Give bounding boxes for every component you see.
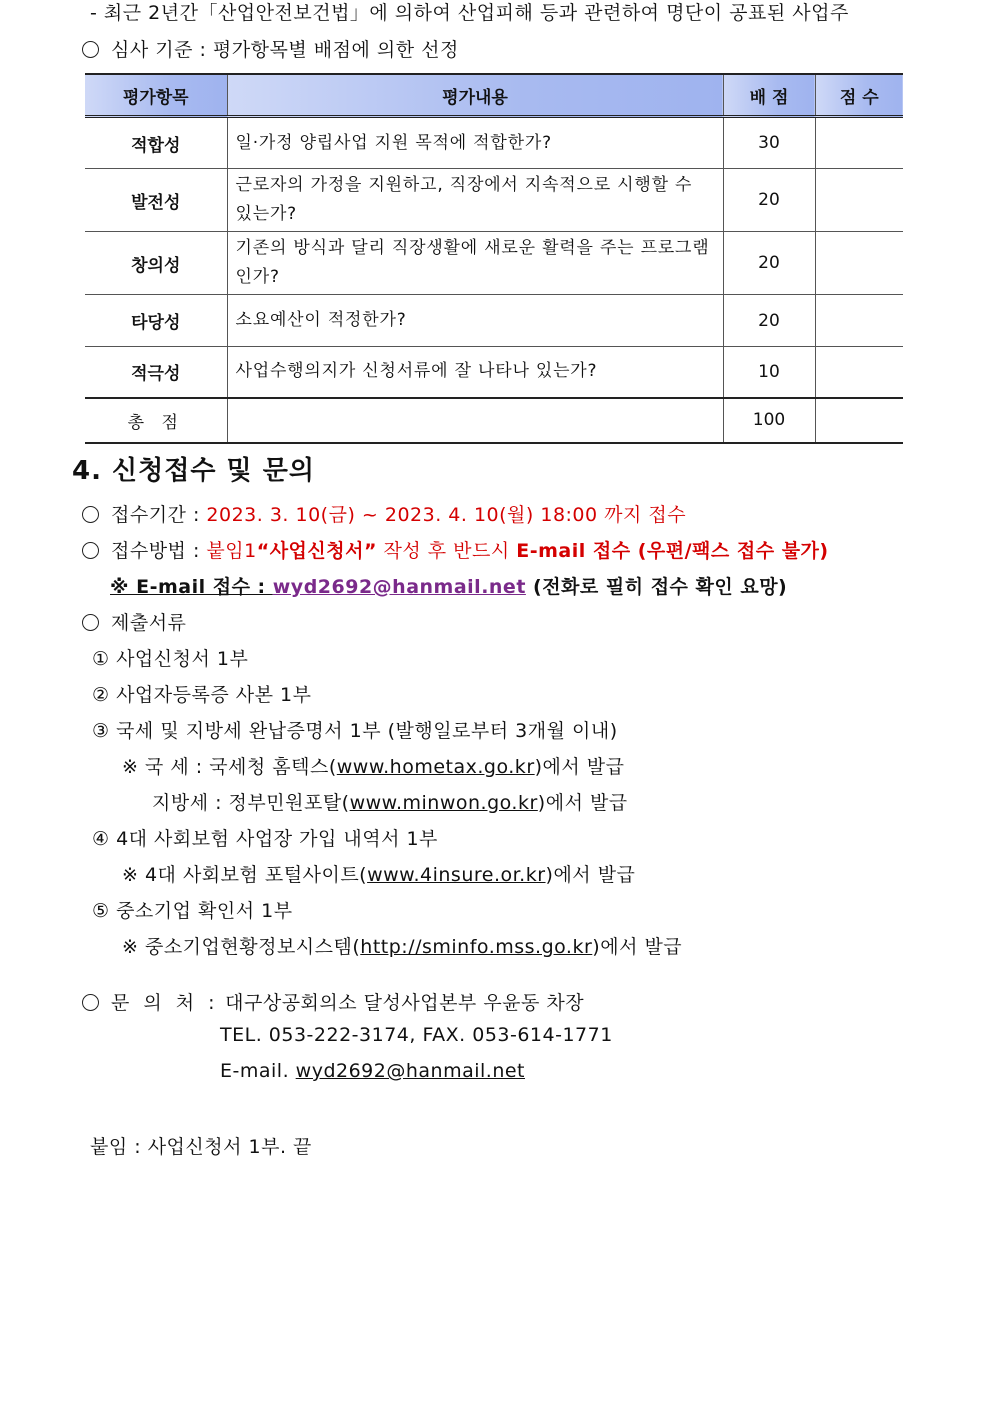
- doc5-note-pre: ※ 중소기업현황정보시스템(: [122, 936, 361, 958]
- row-points: 10: [723, 347, 815, 398]
- header-content: 평가내용: [227, 74, 723, 117]
- contact-tel: TEL. 053-222-3174, FAX. 053-614-1771: [220, 1024, 613, 1046]
- table-header-row: [85, 74, 903, 117]
- circle-bullet-icon: [82, 506, 99, 523]
- method-line: [82, 536, 829, 563]
- contact-email-line: [220, 1060, 525, 1082]
- row-item: 적극성: [85, 347, 227, 398]
- row-item: 적합성: [85, 117, 227, 169]
- circle-bullet-icon: [82, 614, 99, 631]
- contact-email-pre: E-mail.: [220, 1060, 296, 1082]
- method-pre: 붙임1: [206, 540, 257, 562]
- method-label: 접수방법 :: [111, 540, 200, 562]
- contact-line: [82, 988, 584, 1015]
- 4insure-link[interactable]: www.4insure.or.kr: [367, 864, 546, 886]
- row-content: 근로자의 가정을 지원하고, 직장에서 지속적으로 시행할 수 있는가?: [227, 169, 723, 232]
- row-item: 타당성: [85, 295, 227, 347]
- row-points: 20: [723, 295, 815, 347]
- circle-bullet-icon: [82, 542, 99, 559]
- doc4-note-pre: ※ 4대 사회보험 포털사이트(: [122, 864, 368, 886]
- docs-label: 제출서류: [111, 612, 187, 634]
- period-line: [82, 500, 686, 527]
- table-total-row: [85, 398, 903, 443]
- evaluation-table: [85, 73, 903, 444]
- circle-bullet-icon: [82, 41, 99, 58]
- row-points: 30: [723, 117, 815, 169]
- total-points: 100: [723, 398, 815, 443]
- total-content: [227, 398, 723, 443]
- doc4-note: [122, 860, 635, 887]
- contact-label: 문 의 처 :: [111, 992, 219, 1014]
- row-content: 일·가정 양립사업 지원 목적에 적합한가?: [227, 117, 723, 169]
- method-quote: “사업신청서”: [256, 540, 377, 562]
- row-score: [815, 347, 903, 398]
- doc3-note2-post: )에서 발급: [537, 792, 628, 814]
- doc3-note-1: [122, 752, 625, 779]
- hometax-link[interactable]: www.hometax.go.kr: [336, 756, 535, 778]
- email-address-link[interactable]: wyd2692@hanmail.net: [272, 576, 526, 598]
- doc5-note-post: )에서 발급: [592, 936, 683, 958]
- header-score: 점 수: [815, 74, 903, 117]
- doc-item-3: ③ 국세 및 지방세 완납증명서 1부 (발행일로부터 3개월 이내): [92, 720, 618, 742]
- email-note-suffix: (전화로 필히 접수 확인 요망): [525, 576, 788, 598]
- row-content: 기존의 방식과 달리 직장생활에 새로운 활력을 주는 프로그램인가?: [227, 232, 723, 295]
- period-label: 접수기간 :: [111, 504, 200, 526]
- doc-item-4: ④ 4대 사회보험 사업장 가입 내역서 1부: [92, 828, 438, 850]
- row-points: 20: [723, 232, 815, 295]
- doc3-note2-pre: 지방세 : 정부민원포탈(: [152, 792, 350, 814]
- criteria-text: 심사 기준 : 평가항목별 배점에 의한 선정: [111, 39, 459, 61]
- doc-item-2: ② 사업자등록증 사본 1부: [92, 684, 312, 706]
- row-item: 창의성: [85, 232, 227, 295]
- attachment-line: 붙임 : 사업신청서 1부. 끝: [90, 1136, 312, 1158]
- row-content: 사업수행의지가 신청서류에 잘 나타나 있는가?: [227, 347, 723, 398]
- criteria-line: [82, 35, 459, 62]
- period-value: 2023. 3. 10(금) ~ 2023. 4. 10(월) 18:00 까지 접수: [206, 504, 687, 526]
- doc3-note-2: [152, 788, 628, 815]
- email-note-prefix: ※ E-mail 접수 :: [110, 576, 273, 598]
- row-score: [815, 169, 903, 232]
- doc5-note: [122, 932, 682, 959]
- table-row: [85, 232, 903, 295]
- prev-criteria-line: - 최근 2년간「산업안전보건법」에 의하여 산업피해 등과 관련하여 명단이 공표된 사업주: [90, 2, 849, 24]
- header-item: 평가항목: [85, 74, 227, 117]
- row-score: [815, 295, 903, 347]
- email-note-line: [110, 572, 787, 599]
- table-row: [85, 347, 903, 398]
- total-label: 총 점: [85, 398, 227, 443]
- doc4-note-post: )에서 발급: [545, 864, 636, 886]
- row-score: [815, 117, 903, 169]
- row-item: 발전성: [85, 169, 227, 232]
- header-points: 배 점: [723, 74, 815, 117]
- doc-item-1: ① 사업신청서 1부: [92, 648, 249, 670]
- circle-bullet-icon: [82, 994, 99, 1011]
- doc3-note1-pre: ※ 국 세 : 국세청 홈텍스(: [122, 756, 337, 778]
- minwon-link[interactable]: www.minwon.go.kr: [349, 792, 538, 814]
- doc3-note1-post: )에서 발급: [534, 756, 625, 778]
- table-row: [85, 295, 903, 347]
- section-heading: 4. 신청접수 및 문의: [72, 456, 315, 486]
- method-email: E-mail 접수 (우편/팩스 접수 불가): [516, 540, 829, 562]
- contact-org: 대구상공회의소 달성사업본부 우윤동 차장: [225, 992, 585, 1014]
- sminfo-link[interactable]: http://sminfo.mss.go.kr: [360, 936, 593, 958]
- table-row: [85, 169, 903, 232]
- total-score: [815, 398, 903, 443]
- contact-email-link[interactable]: wyd2692@hanmail.net: [295, 1060, 526, 1082]
- method-post: 작성 후 반드시: [383, 540, 510, 562]
- row-content: 소요예산이 적정한가?: [227, 295, 723, 347]
- docs-line: [82, 608, 186, 635]
- row-score: [815, 232, 903, 295]
- row-points: 20: [723, 169, 815, 232]
- doc-item-5: ⑤ 중소기업 확인서 1부: [92, 900, 293, 922]
- table-row: [85, 117, 903, 169]
